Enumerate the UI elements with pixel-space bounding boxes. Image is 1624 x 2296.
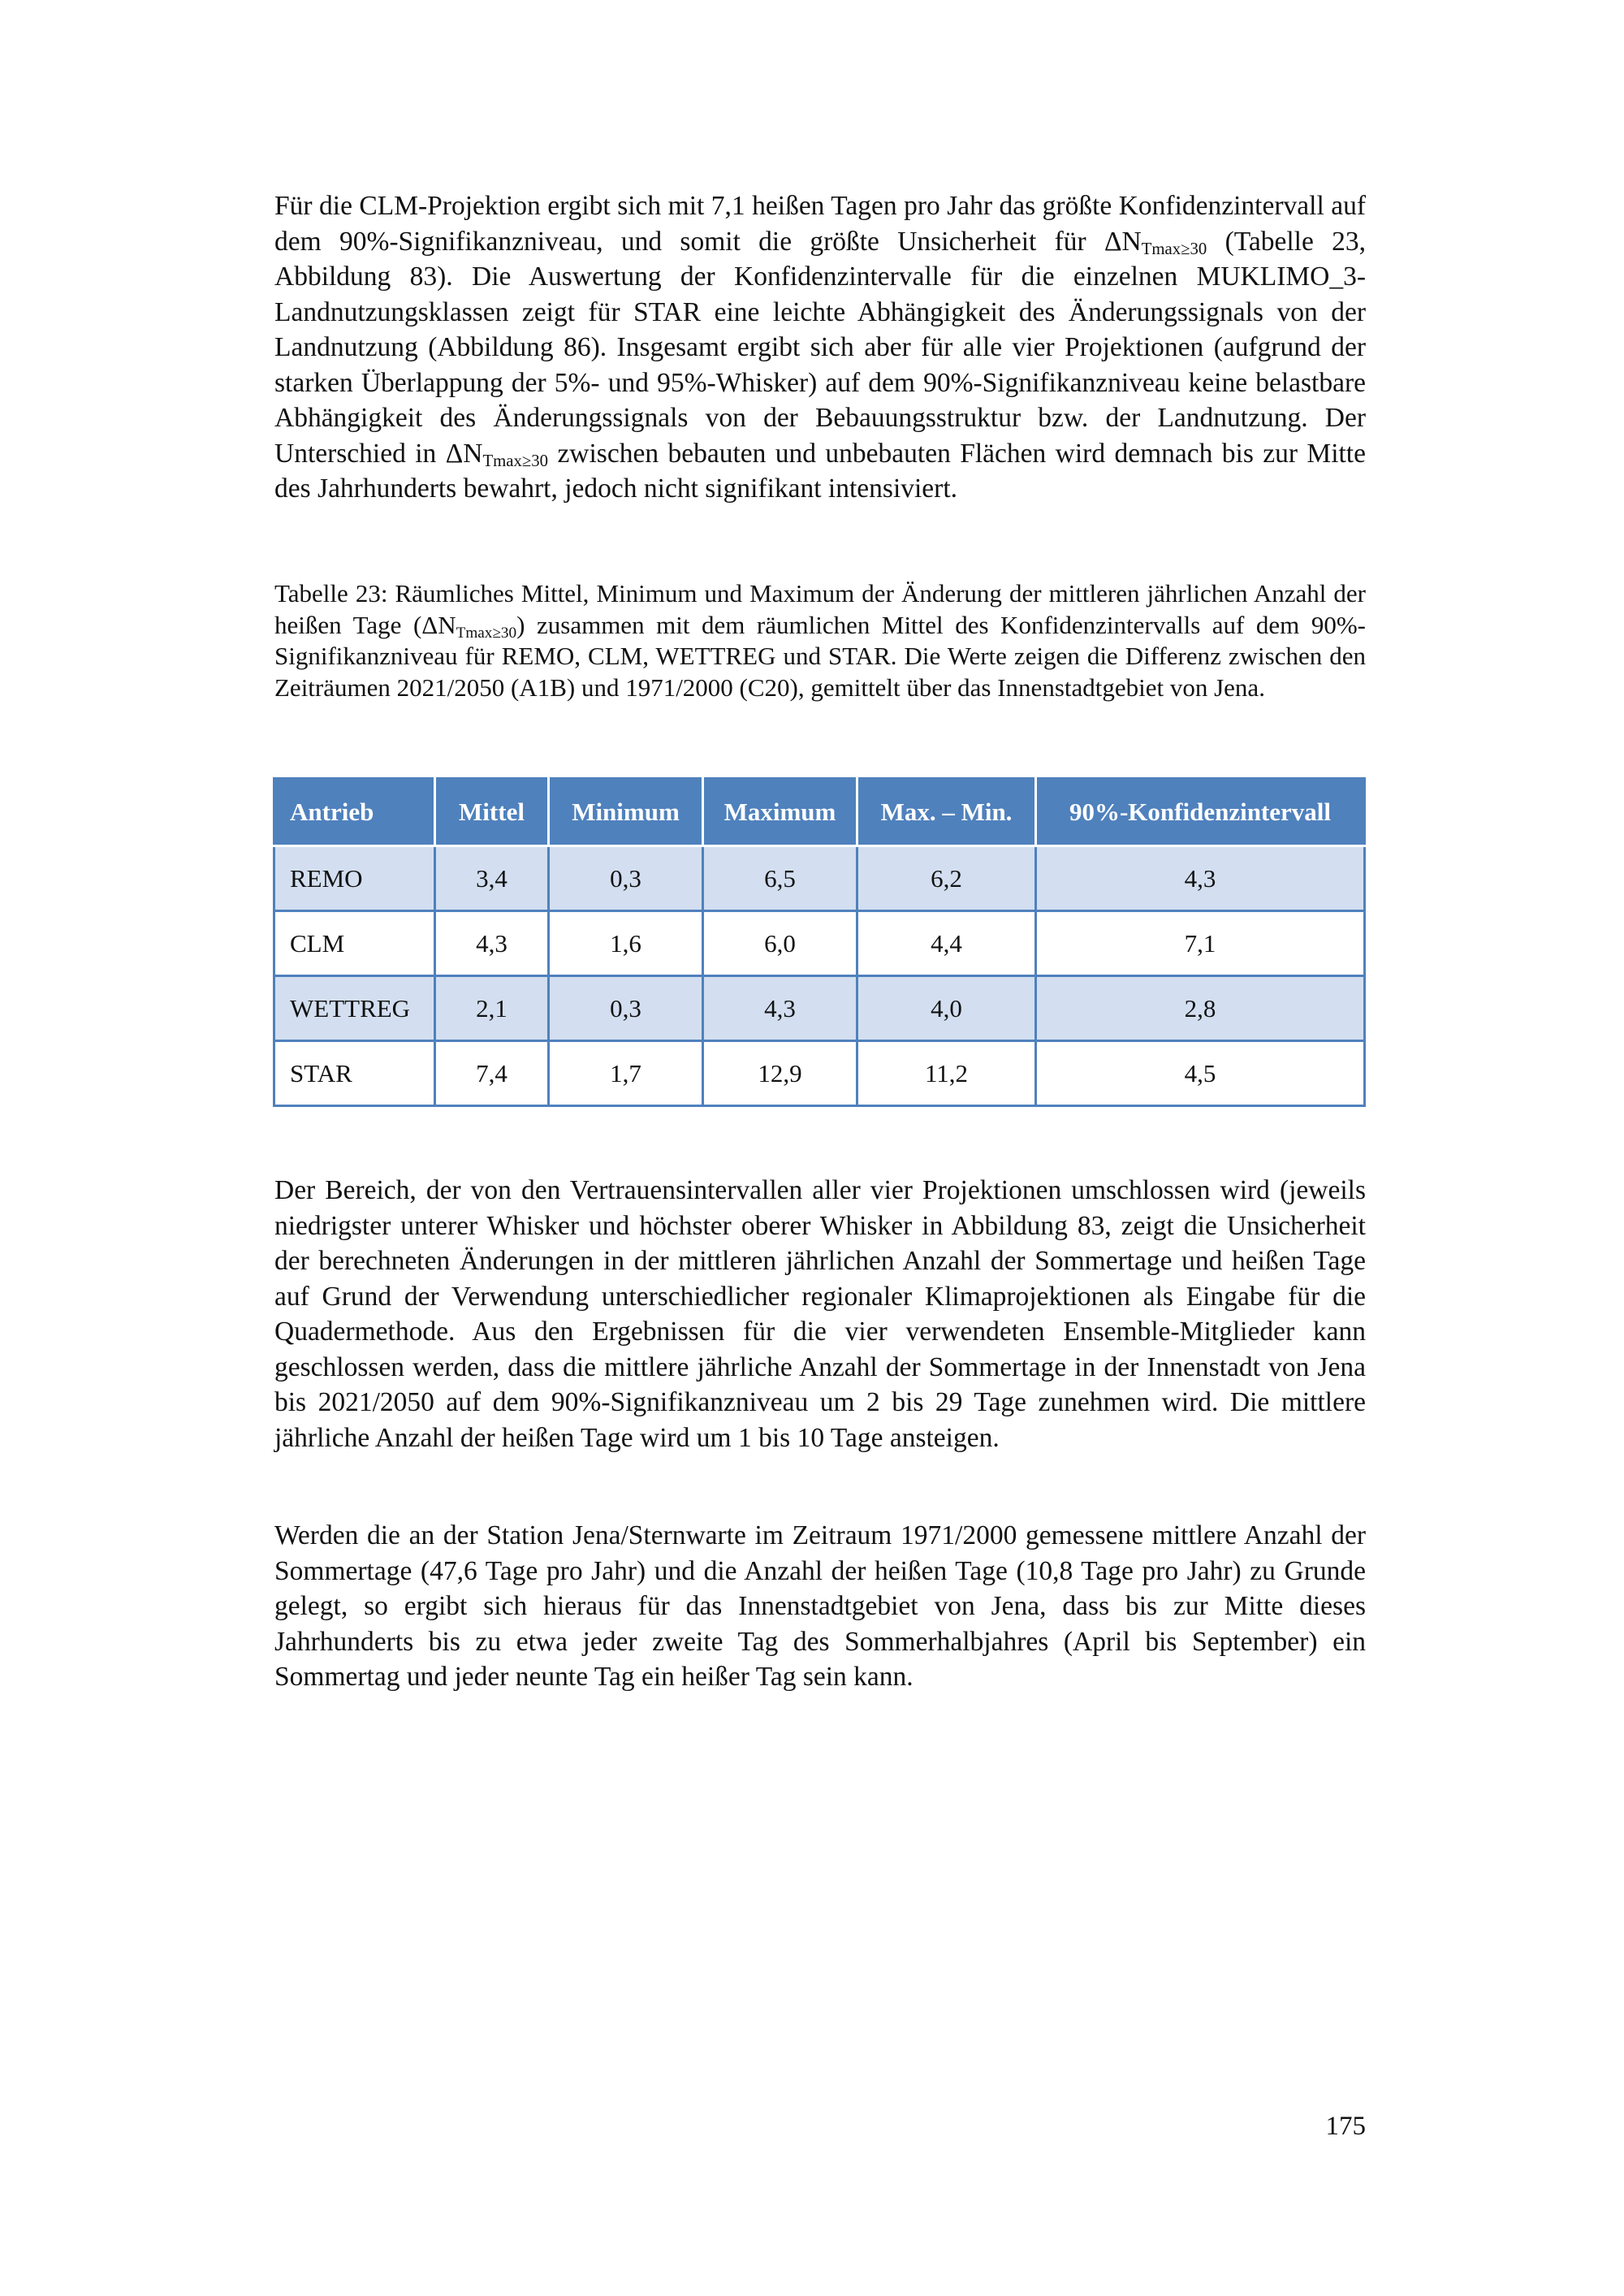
table-cell: 2,1 (435, 976, 549, 1041)
table-cell: 3,4 (435, 846, 549, 911)
caption-text-a: Tabelle 23: Räumliches Mittel, Minimum und Maximum der Änderung der mittleren jährlichen Anzahl der heißen Tage (ΔN (274, 579, 1366, 639)
table-cell: 7,1 (1036, 911, 1365, 976)
table-cell: REMO (274, 846, 435, 911)
table-header-row (274, 779, 1365, 846)
table-cell: 2,8 (1036, 976, 1365, 1041)
paragraph-1-text-a: Für die CLM-Projektion ergibt sich mit 7,1 heißen Tagen pro Jahr das größte Konfidenzintervall auf dem 90%-Signifikanzniveau, und somit die größte Unsicherheit für ΔN (274, 191, 1366, 257)
table-cell: 11,2 (857, 1041, 1036, 1106)
table-cell: 1,7 (549, 1041, 703, 1106)
table-cell: STAR (274, 1041, 435, 1106)
header-mittel: Mittel (435, 779, 549, 846)
paragraph-1 (274, 188, 1366, 507)
subscript-tmax: Tmax≥30 (482, 451, 549, 470)
table-cell: CLM (274, 911, 435, 976)
paragraph-3: Werden die an der Station Jena/Sternwarte im Zeitraum 1971/2000 gemessene mittlere Anzahl der Sommertage (47,6 Tage pro Jahr) und die Anzahl der heißen Tage (10,8 Tage pro Jahr) zu Grunde gelegt, so ergibt sich hieraus für das Innenstadtgebiet von Jena, dass bis zur Mitte dieses Jahrhunderts bis zu etwa jeder zweite Tag des Sommerhalbjahres (April bis September) ein Sommertag und jeder neunte Tag ein heißer Tag sein kann. (274, 1520, 1366, 1692)
results-table (273, 777, 1366, 1107)
subscript-tmax: Tmax≥30 (1141, 239, 1207, 258)
header-antrieb: Antrieb (274, 779, 435, 846)
paragraph-2: Der Bereich, der von den Vertrauensintervallen aller vier Projektionen umschlossen wird (jeweils niedrigster unterer Whisker und höchster oberer Whisker in Abbildung 83, zeigt die Unsicherheit der berechneten Änderungen in der mittleren jährlichen Anzahl der Sommertage und heißen Tage auf Grund der Verwendung unterschiedlicher regionaler Klimaprojektionen als Eingabe für die Quadermethode. Aus den Ergebnissen für die vier verwendeten Ensemble-Mitglieder kann geschlossen werden, dass die mittlere jährliche Anzahl der Sommertage in der Innenstadt von Jena bis 2021/2050 auf dem 90%-Signifikanzniveau um 2 bis 29 Tage zunehmen wird. Die mittlere jährliche Anzahl der heißen Tage wird um 1 bis 10 Tage ansteigen. (274, 1175, 1366, 1453)
table-cell: 4,3 (703, 976, 857, 1041)
table-cell: 4,5 (1036, 1041, 1365, 1106)
table-cell: 4,0 (857, 976, 1036, 1041)
table-cell: 1,6 (549, 911, 703, 976)
table-row (274, 846, 1365, 911)
subscript-tmax: Tmax≥30 (456, 624, 517, 642)
page-number: 175 (1325, 2112, 1366, 2141)
table-cell: 6,5 (703, 846, 857, 911)
paragraph-1-text-c: zwischen bebauten und unbebauten Flächen wird demnach bis zur Mitte des Jahrhunderts bewahrt, jedoch nicht signifikant intensiviert. (274, 438, 1366, 504)
table-cell: 0,3 (549, 976, 703, 1041)
table-row (274, 911, 1365, 976)
table-cell: 7,4 (435, 1041, 549, 1106)
table-cell: 6,0 (703, 911, 857, 976)
paragraph-1-text-b: (Tabelle 23, Abbildung 83). Die Auswertung der Konfidenzintervalle für die einzelnen MUKLIMO_3-Landnutzungsklassen zeigt für STAR eine leichte Abhängigkeit des Änderungssignals von der Landnutzung (Abbildung 86). Insgesamt ergibt sich aber für alle vier Projektionen (aufgrund der starken Überlappung der 5%- und 95%-Whisker) auf dem 90%-Signifikanzniveau keine belastbare Abhängigkeit des Änderungssignals von der Bebauungsstruktur bzw. der Landnutzung. Der Unterschied in ΔN (274, 226, 1366, 469)
header-confidence: 90%-Konfidenzintervall (1036, 779, 1365, 846)
header-minimum: Minimum (549, 779, 703, 846)
caption-text-b: ) zusammen mit dem räumlichen Mittel des Konfidenzintervalls auf dem 90%-Signifikanzniveau für REMO, CLM, WETTREG und STAR. Die Werte zeigen die Differenz zwischen den Zeiträumen 2021/2050 (A1B) und 1971/2000 (C20), gemittelt über das Innenstadtgebiet von Jena. (274, 610, 1366, 702)
table-row (274, 1041, 1365, 1106)
header-maximum: Maximum (703, 779, 857, 846)
table-cell: 4,4 (857, 911, 1036, 976)
table-caption (274, 578, 1366, 703)
table-cell: 4,3 (1036, 846, 1365, 911)
table-cell: 4,3 (435, 911, 549, 976)
header-range: Max. – Min. (857, 779, 1036, 846)
table-cell: WETTREG (274, 976, 435, 1041)
table-cell: 6,2 (857, 846, 1036, 911)
table-cell: 0,3 (549, 846, 703, 911)
table-cell: 12,9 (703, 1041, 857, 1106)
table-row (274, 976, 1365, 1041)
